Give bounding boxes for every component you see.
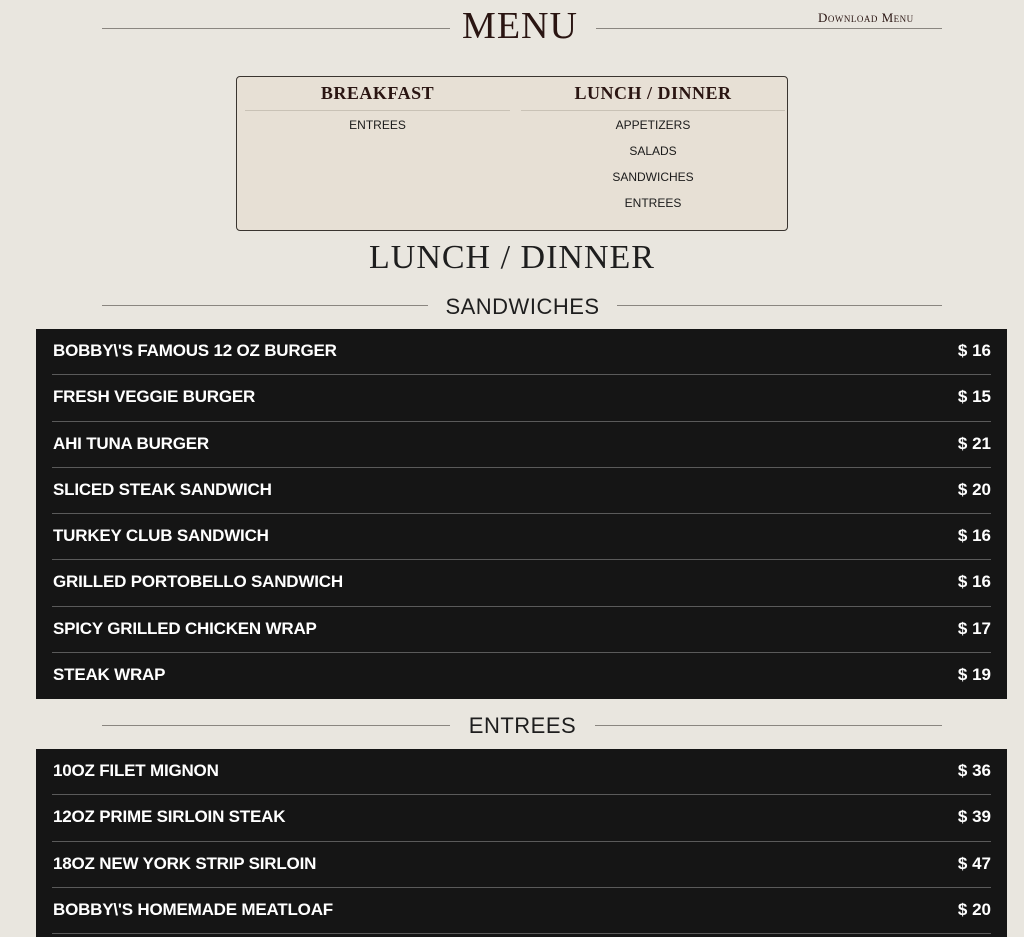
- category-heading-sandwiches: SANDWICHES: [428, 292, 617, 322]
- item-price: $ 19: [957, 665, 991, 685]
- menu-nav-box: [236, 76, 788, 231]
- nav-link-breakfast-entrees[interactable]: ENTREES: [349, 118, 406, 132]
- item-price: $ 39: [957, 807, 991, 827]
- sandwiches-panel: [36, 329, 1007, 699]
- menu-item-row: [52, 560, 991, 606]
- nav-heading-breakfast: BREAKFAST: [245, 78, 510, 111]
- item-name: AHI TUNA BURGER: [53, 433, 209, 453]
- nav-link-appetizers[interactable]: APPETIZERS: [615, 118, 691, 132]
- item-name: TURKEY CLUB SANDWICH: [53, 526, 269, 546]
- item-price: $ 16: [957, 341, 991, 360]
- item-name: 18OZ NEW YORK STRIP SIRLOIN: [53, 853, 317, 873]
- sandwiches-rule-left: [102, 305, 428, 306]
- item-price: $ 20: [957, 479, 991, 499]
- item-name: SLICED STEAK SANDWICH: [53, 479, 272, 499]
- entrees-rule-left: [102, 725, 450, 726]
- item-name: FRESH VEGGIE BURGER: [53, 387, 256, 407]
- item-name: STEAK WRAP: [53, 665, 166, 685]
- nav-link-sandwiches[interactable]: SANDWICHES: [612, 170, 694, 184]
- item-name: BOBBY\'S HOMEMADE MEATLOAF: [53, 899, 333, 919]
- item-name: SPICY GRILLED CHICKEN WRAP: [53, 618, 317, 638]
- menu-item-row: [52, 888, 991, 934]
- item-name: 12OZ PRIME SIRLOIN STEAK: [53, 807, 286, 827]
- header-rule-right: [596, 28, 818, 29]
- nav-link-salads[interactable]: SALADS: [629, 144, 677, 158]
- nav-link-lunch-entrees[interactable]: ENTREES: [624, 196, 682, 210]
- item-price: $ 36: [957, 761, 991, 780]
- menu-item-row: [52, 749, 991, 795]
- item-price: $ 16: [957, 526, 991, 546]
- entrees-rule-right: [595, 725, 942, 726]
- item-price: $ 16: [957, 572, 991, 592]
- download-menu-link[interactable]: Download Menu: [818, 10, 942, 29]
- nav-column-lunch-dinner: [521, 77, 785, 219]
- menu-header: [0, 0, 1024, 56]
- category-heading-entrees: ENTREES: [450, 711, 595, 741]
- item-price: $ 17: [957, 618, 991, 638]
- item-price: $ 15: [957, 387, 991, 407]
- nav-column-breakfast: [245, 77, 510, 141]
- menu-item-row: [52, 422, 991, 468]
- menu-item-row: [52, 514, 991, 560]
- nav-list-breakfast: [245, 111, 510, 141]
- item-name: BOBBY\'S FAMOUS 12 OZ BURGER: [53, 341, 337, 360]
- entrees-panel: [36, 749, 1007, 937]
- menu-item-row: [52, 607, 991, 653]
- section-title: LUNCH / DINNER: [369, 239, 655, 276]
- header-rule-left: [102, 28, 450, 29]
- menu-item-row: [52, 795, 991, 841]
- item-name: GRILLED PORTOBELLO SANDWICH: [53, 572, 343, 592]
- menu-item-row: [52, 842, 991, 888]
- sandwiches-rule-right: [617, 305, 942, 306]
- item-price: $ 20: [957, 899, 991, 919]
- menu-item-row: [52, 329, 991, 375]
- page-title: MENU: [462, 5, 578, 47]
- menu-item-row: [52, 375, 991, 421]
- item-price: $ 47: [957, 853, 991, 873]
- item-price: $ 21: [957, 433, 991, 453]
- menu-item-row: [52, 468, 991, 514]
- nav-heading-lunch-dinner: LUNCH / DINNER: [521, 78, 785, 111]
- nav-list-lunch-dinner: [521, 111, 785, 219]
- menu-item-row: [52, 653, 991, 699]
- item-name: 10OZ FILET MIGNON: [53, 761, 219, 780]
